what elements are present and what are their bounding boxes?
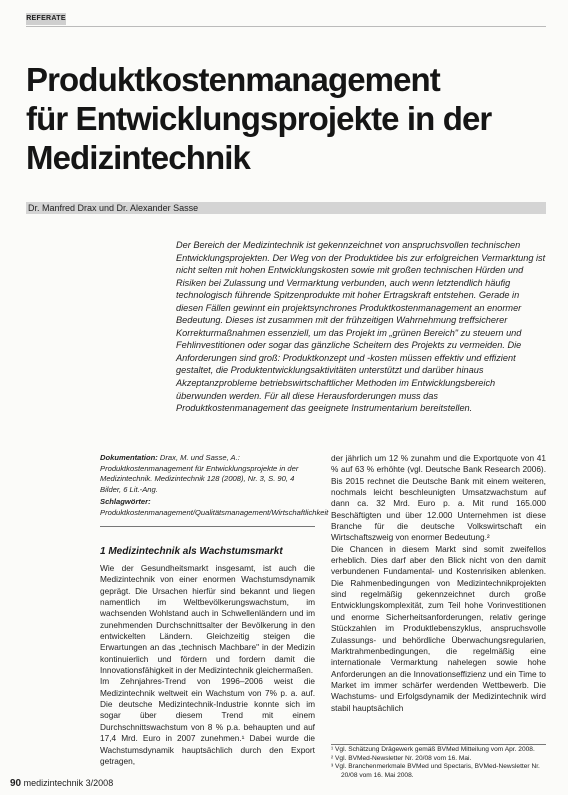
footnote-rule [331, 744, 546, 745]
paragraph: Wie der Gesundheitsmarkt insgesamt, ist auch die Medizintechnik von einer enormen Wachstumsdynamik geprägt. Die Ursachen hierfür sind bekannt und liegen namentlich im Weltbevölkerungswachstum, im wachsenden Wohlstand auch in Schwellenländern und im zunehmenden Durchschnittsalter der Bevölkerung in den entwickelten Ländern. Gleichzeitig steigen die Erwartungen an das „technisch Machbare" in der Medizin kontinuierlich und fördern und fordern damit die Innovationsfähigkeit in der Medizintechnik gleichermaßen. [100, 563, 315, 676]
paragraph: Im Zehnjahres-Trend von 1996–2006 weist die Medizintechnik weltweit ein Wachstum von 7% p. a. auf. Die deutsche Medizintechnik-Industrie konnte sich im sogar über diesem Trend mit einem Durchschnittswachstum von 8 % p.a. behaupten und auf 17,4 Mrd. Euro in 2007 zunehmen.¹ Dabei wurde die Wachstumsdynamik hauptsächlich durch den Export getragen, [100, 676, 315, 766]
abstract: Der Bereich der Medizintechnik ist gekennzeichnet von anspruchsvollen technischen Entwicklungsprojekten. Der Weg von der Produktidee bis zur erfolgreichen Vermarktung ist nicht selten mit hohen Entwicklungskosten sowie mit großen technischen Hürden und Risiken bei Zulassung und Vermarktung verbunden, auch wenn letztendlich häufig technologisch führende Spitzenprodukte mit hoher Ertragskraft entstehen. Gerade in diesen Fällen gewinnt ein projektsynchrones Produktkostenmanagement an enormer Bedeutung. Dieses ist zusammen mit der frühzeitigen Wahrnehmung treffsicherer Korrekturmaßnahmen essenziell, um das Projekt im „grünen Bereich" zu steuern und Fehlinvestitionen oder sogar das gänzliche Scheitern des Projekts zu vermeiden. Die Anforderungen sind groß: Produktkonzept und -kosten müssen effektiv und effizient gestaltet, die Produktentwicklungsaktivitäten unterstützt und darüber hinaus Akzeptanzprobleme betriebswirtschaftlicher Methoden im Entwicklungsbereich überwunden werden. Für all diese Herausforderungen muss das Produktkostenmanagement das geeignete Instrumentarium bereitstellen. [176, 240, 546, 414]
footnotes [331, 746, 546, 781]
footnote: ¹ Vgl. Schätzung Drägewerk gemäß BVMed Mitteilung vom Apr. 2008. [331, 746, 535, 753]
page-footer [10, 777, 113, 790]
footnote: ² Vgl. BVMed-Newsletter Nr. 20/08 vom 16. Mai. [331, 754, 472, 762]
paragraph: der jährlich um 12 % zunahm und die Exportquote von 41 % auf 63 % erhöhte (vgl. Deutsche Bank Research 2006). Bis 2015 rechnet die Deutsche Bank mit einem weiteren, nochmals leicht beschleunigten Umsatzwachstum auf dann ca. 32 Mrd. Euro p. a. Mit rund 165.000 Beschäftigten und über 12.000 Unternehmen ist diese Branche für die deutsche Volkswirtschaft ein Wirtschaftszweig von enormer Bedeutung.² [331, 453, 546, 543]
title-line-3: Medizintechnik [26, 139, 250, 176]
header-rule [26, 26, 546, 27]
journal-issue: medizintechnik 3/2008 [23, 778, 114, 788]
documentation-separator [100, 526, 315, 527]
title-line-1: Produktkostenmanagement [26, 61, 440, 98]
citation [100, 453, 315, 495]
paragraph: Die Chancen in diesem Markt sind somit zweifellos erheblich. Dies darf aber den Blick nicht von den damit verbundenen Fundamental- und Kostenrisiken ablenken. Die Rahmenbedingungen von Medizintechnikprojekten sind regelmäßig gekennzeichnet durch große Entwicklungskomplexität, zum Teil hohe Vorinvestitionen und enorme Sicherheitsanforderungen, relativ geringe Stückzahlen im Produktlebenszyklus, anspruchsvolle Zulassungs- und behördliche Überwachungsregularien, Marktrahmenbedingungen, die regelmäßig eine internationale Vermarktung nahelegen sowie hohe Anforderungen an die Innovationseffizienz und ein Time to Market im immer schärfer werdenden Wettbewerb. Die Wachstums- und Erfolgsdynamik der Medizintechnik wird stabil hauptsächlich [331, 543, 546, 713]
citation-label: Dokumentation: [100, 453, 158, 462]
documentation-box [100, 453, 329, 521]
authors: Dr. Manfred Drax und Dr. Alexander Sasse [28, 203, 199, 213]
section-heading-1: 1 Medizintechnik als Wachstumsmarkt [100, 546, 283, 557]
body-column-left [100, 563, 315, 767]
title-line-2: für Entwicklungsprojekte in der [26, 100, 492, 137]
article-title [26, 60, 546, 177]
body-column-right [331, 453, 546, 714]
page-number: 90 [10, 778, 22, 789]
keywords-label: Schlagwörter: [100, 497, 151, 507]
keywords [100, 497, 329, 518]
footnote: ³ Vgl. Branchenmerkmale BVMed und Spectaris, BVMed-Newsletter Nr. 20/08 vom 16. Mai 2008. [331, 763, 540, 780]
keywords-text: Produktkostenmanagement/Qualitätsmanagement/Wirtschaftlichkeit [100, 507, 329, 517]
citation-text: Drax, M. und Sasse, A.: Produktkostenmanagement für Entwicklungsprojekte in der Medizintechnik. Medizintechnik 128 (2008), Nr. 3, S. 90, 4 Bilder, 6 Lit.-Ang. [100, 453, 299, 494]
section-tag: REFERATE [26, 13, 66, 25]
